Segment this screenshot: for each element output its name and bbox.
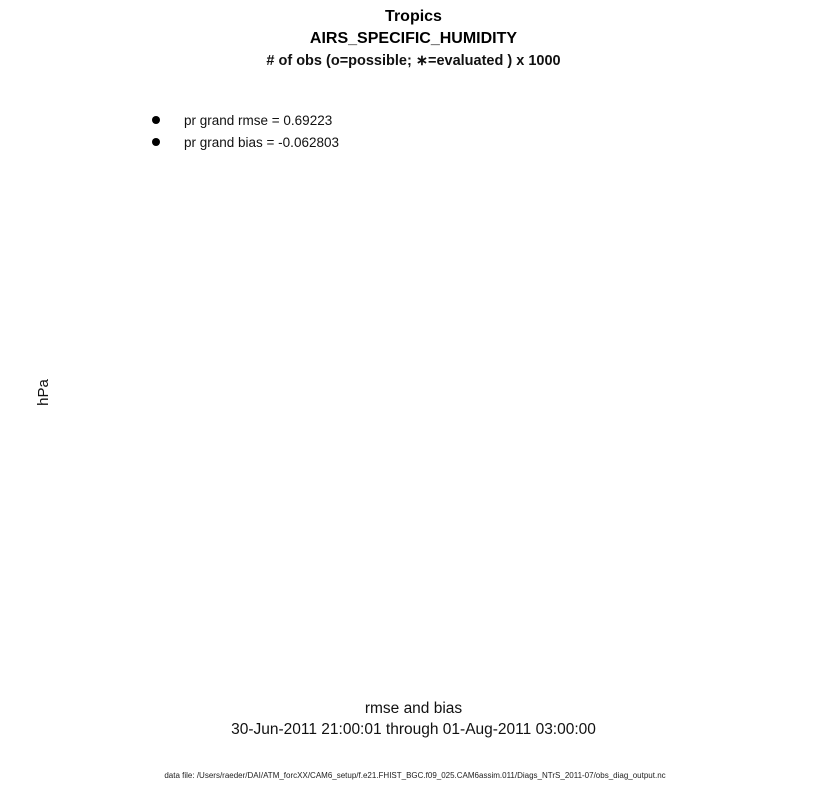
legend-label-rmse: pr grand rmse = 0.69223 — [184, 112, 333, 128]
y-axis-label: hPa — [34, 379, 52, 406]
legend-item-rmse — [136, 109, 339, 131]
obs-count-axis-label: # of obs (o=possible; ∗=evaluated ) x 1000 — [266, 53, 561, 69]
plot-area — [122, 97, 705, 672]
legend-item-bias — [136, 131, 339, 153]
legend-label-bias: pr grand bias = -0.062803 — [184, 134, 339, 150]
page-title: Tropics — [385, 8, 442, 25]
date-range-text: 30-Jun-2011 21:00:01 through 01-Aug-2011 03:00:00 — [231, 721, 596, 738]
legend — [136, 109, 339, 153]
rmse-line-sample — [136, 114, 176, 126]
x-axis-label: rmse and bias — [364, 700, 463, 717]
data-file-path: data file: /Users/raeder/DAI/ATM_forcXX/CAM6_setup/f.e21.FHIST_BGC.f09_025.CAM6assim.011/Diags_NTrS_2011-07/obs_diag_output.nc — [164, 771, 666, 780]
variable-title: AIRS_SPECIFIC_HUMIDITY — [309, 30, 518, 47]
bias-line-sample — [136, 136, 176, 148]
